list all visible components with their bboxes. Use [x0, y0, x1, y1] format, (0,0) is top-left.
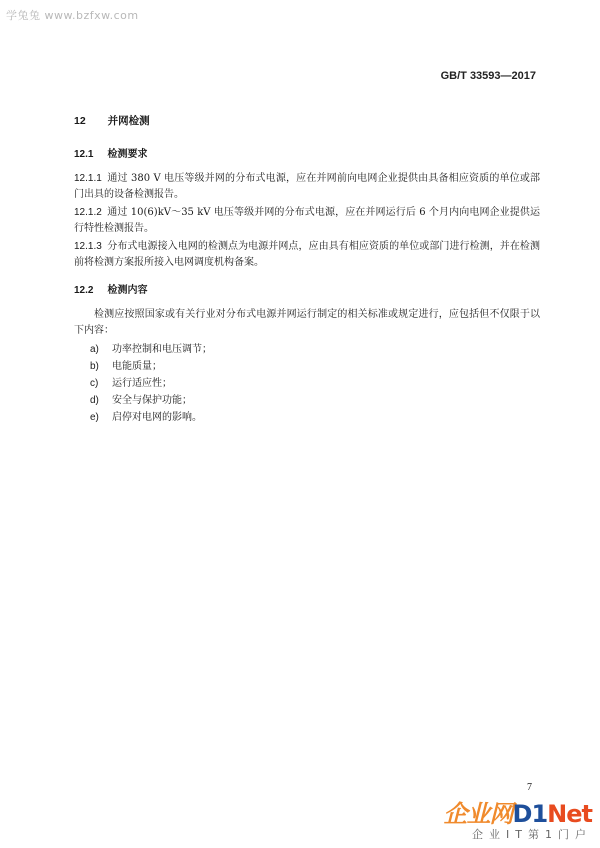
section-title: 并网检测 [107, 115, 150, 127]
list-text: 功率控制和电压调节； [112, 344, 212, 355]
list-item [90, 341, 540, 358]
subsection-title: 检测要求 [107, 149, 148, 160]
clause-12-1-3 [74, 239, 540, 271]
clause-number: 12.1.3 [74, 241, 102, 252]
intro-paragraph: 检测应按照国家或有关行业对分布式电源并网运行制定的相关标准或规定进行，应包括但不仅限于以下内容： [74, 309, 540, 336]
standard-code: GB/T 33593—2017 [440, 70, 536, 82]
brand-logo [444, 800, 592, 828]
brand-cn: 企业网 [443, 800, 513, 828]
clause-number: 12.1.1 [74, 173, 102, 184]
list-text: 运行适应性； [112, 378, 172, 389]
section-heading [74, 113, 540, 129]
list-text: 安全与保护功能； [112, 395, 192, 406]
watermark-top: 学兔兔 www.bzfxw.com [6, 9, 139, 22]
subsection-heading-12-2 [74, 283, 540, 299]
brand-d1: D1 [512, 800, 548, 828]
clause-text: 通过 10(6)kV～35 kV 电压等级并网的分布式电源，应在并网运行后 6 个月内向电网企业提供运行特性检测报告。 [74, 207, 540, 234]
list-item [90, 358, 540, 375]
clause-12-1-1 [74, 171, 540, 203]
subsection-number: 12.1 [74, 149, 94, 160]
subsection-number: 12.2 [74, 285, 94, 296]
page-number: 7 [527, 782, 532, 793]
brand-net: Net [547, 800, 592, 828]
clause-12-1-2 [74, 205, 540, 237]
list-label: c) [90, 378, 99, 389]
clause-text: 分布式电源接入电网的检测点为电源并网点，应由具有相应资质的单位或部门进行检测，并在检测前将检测方案报所接入电网调度机构备案。 [74, 241, 540, 268]
document-body [74, 113, 540, 426]
subsection-title: 检测内容 [107, 285, 148, 296]
list-text: 启停对电网的影响。 [112, 412, 202, 423]
list-item [90, 409, 540, 426]
subsection-heading-12-1 [74, 147, 540, 163]
list-label: d) [90, 395, 99, 406]
content-list [74, 341, 540, 426]
brand-watermark [444, 800, 592, 842]
list-label: a) [90, 344, 99, 355]
brand-tagline: 企业IT第1门户 [472, 828, 592, 841]
list-text: 电能质量； [112, 361, 162, 372]
list-item [90, 375, 540, 392]
clause-text: 通过 380 V 电压等级并网的分布式电源，应在并网前向电网企业提供由具备相应资质的单位或部门出具的设备检测报告。 [74, 173, 540, 200]
section-number: 12 [74, 115, 86, 127]
list-label: b) [90, 361, 99, 372]
list-label: e) [90, 412, 99, 423]
clause-number: 12.1.2 [74, 207, 102, 218]
list-item [90, 392, 540, 409]
